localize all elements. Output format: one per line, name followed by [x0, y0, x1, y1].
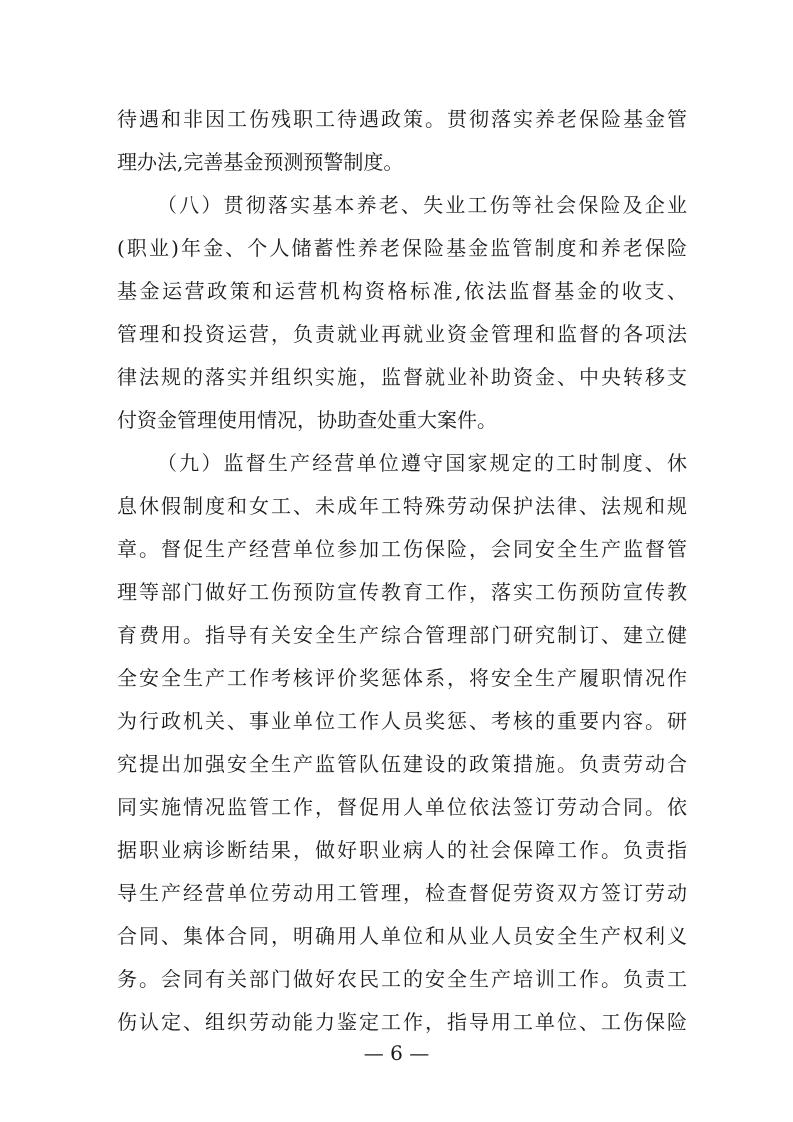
text-line: 息休假制度和女工、未成年工特殊劳动保护法律、法规和规	[117, 494, 687, 518]
text-line: 伤认定、组织劳动能力鉴定工作，指导用工单位、工伤保险	[117, 1010, 687, 1034]
text-line: 理办法,完善基金预测预警制度。	[117, 150, 404, 174]
text-line: 育费用。指导有关安全生产综合管理部门研究制订、建立健	[117, 623, 687, 647]
text-line: 理等部门做好工伤预防宣传教育工作，落实工伤预防宣传教	[117, 580, 687, 604]
text-line: 管理和投资运营，负责就业再就业资金管理和监督的各项法	[117, 322, 687, 346]
text-line: 合同、集体合同，明确用人单位和从业人员安全生产权利义	[117, 924, 687, 948]
text-line: 章。督促生产经营单位参加工伤保险，会同安全生产监督管	[117, 537, 687, 561]
text-line: 务。会同有关部门做好农民工的安全生产培训工作。负责工	[117, 967, 687, 991]
text-line: 基金运营政策和运营机构资格标准,依法监督基金的收支、	[117, 279, 687, 303]
text-line: （九）监督生产经营单位遵守国家规定的工时制度、休	[157, 451, 687, 475]
text-line: 全安全生产工作考核评价奖惩体系，将安全生产履职情况作	[117, 666, 687, 690]
text-line: 律法规的落实并组织实施，监督就业补助资金、中央转移支	[117, 365, 687, 389]
text-line: 据职业病诊断结果，做好职业病人的社会保障工作。负责指	[117, 838, 687, 862]
text-line: （八）贯彻落实基本养老、失业工伤等社会保险及企业	[157, 193, 687, 217]
text-line: 付资金管理使用情况，协助查处重大案件。	[117, 408, 497, 432]
text-line: (职业)年金、个人储蓄性养老保险基金监管制度和养老保险	[117, 236, 687, 260]
text-line: 同实施情况监管工作，督促用人单位依法签订劳动合同。依	[117, 795, 687, 819]
text-line: 导生产经营单位劳动用工管理，检查督促劳资双方签订劳动	[117, 881, 687, 905]
text-line: 究提出加强安全生产监管队伍建设的政策措施。负责劳动合	[117, 752, 687, 776]
text-line: 为行政机关、事业单位工作人员奖惩、考核的重要内容。研	[117, 709, 687, 733]
body-text	[117, 98, 687, 1044]
page-number: — 6 —	[363, 1041, 430, 1065]
text-line: 待遇和非因工伤残职工待遇政策。贯彻落实养老保险基金管	[117, 107, 687, 131]
